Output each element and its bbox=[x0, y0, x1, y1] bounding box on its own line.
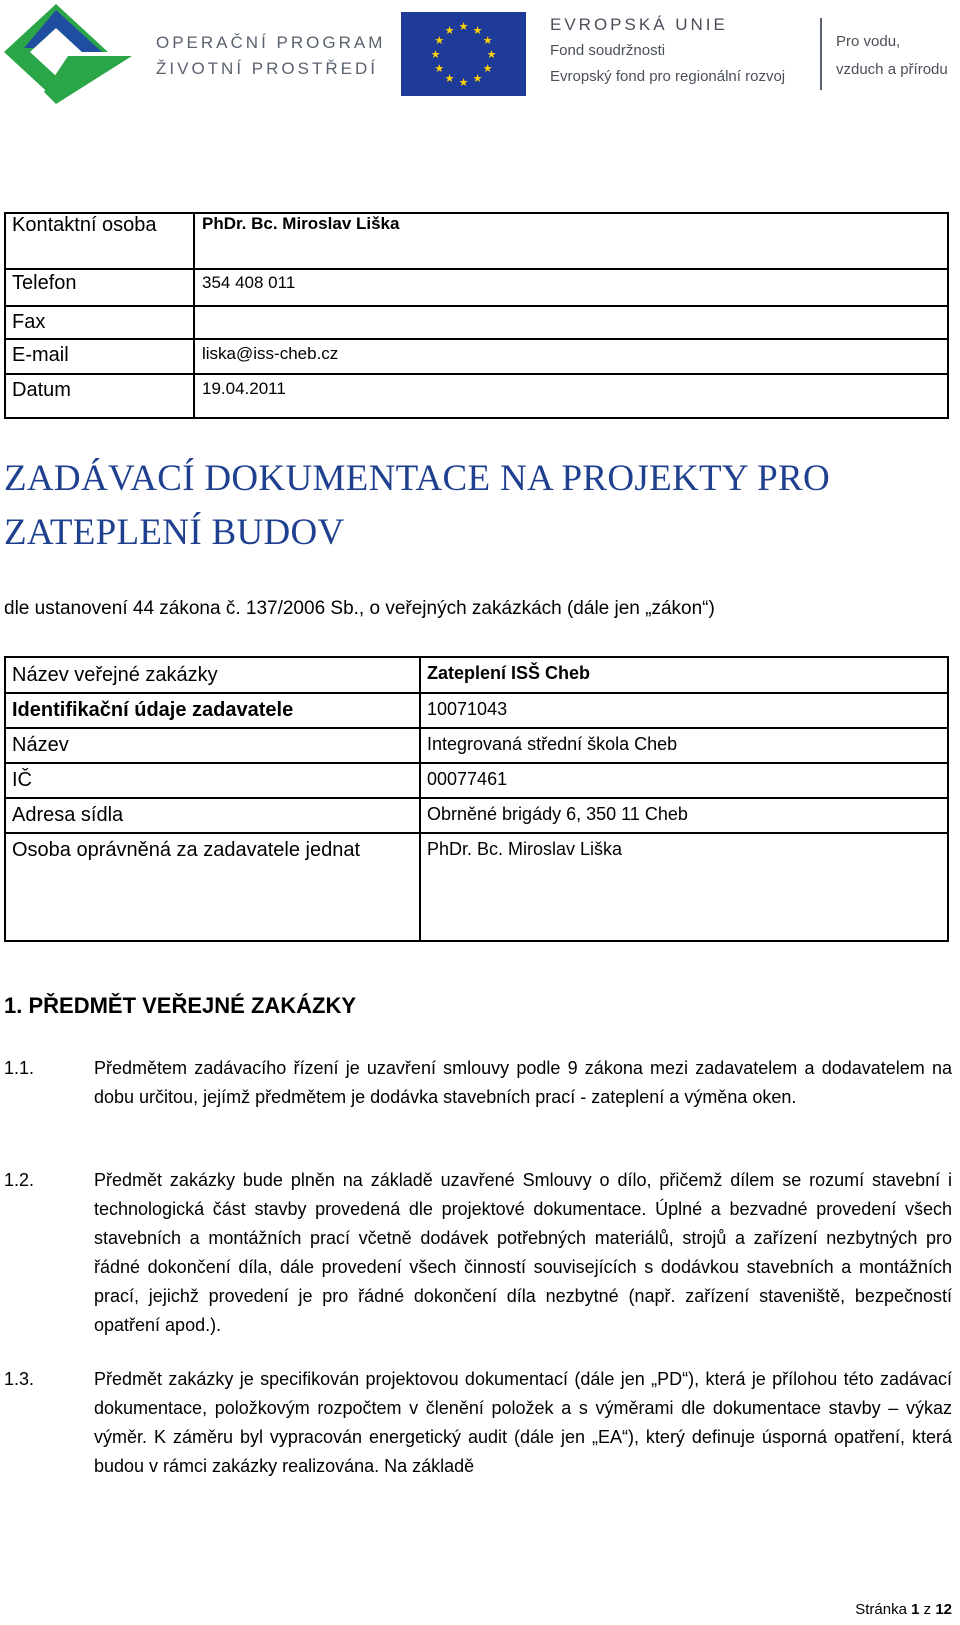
contact-label: E-mail bbox=[12, 344, 69, 366]
info-label: Osoba oprávněná za zadavatele jednat bbox=[12, 839, 361, 861]
info-value: Zateplení ISŠ Cheb bbox=[427, 663, 591, 683]
contact-row bbox=[6, 305, 947, 340]
contact-value: liska@iss-cheb.cz bbox=[202, 344, 339, 363]
info-value: Integrovaná střední škola Cheb bbox=[427, 734, 678, 754]
footer-page: 1 bbox=[911, 1601, 920, 1618]
info-row bbox=[6, 694, 947, 729]
info-label: IČ bbox=[12, 769, 32, 791]
contact-label: Telefon bbox=[12, 272, 77, 294]
contact-value: PhDr. Bc. Miroslav Liška bbox=[202, 214, 400, 233]
footer-total: 12 bbox=[935, 1601, 952, 1618]
opzp-wordmark bbox=[156, 30, 385, 82]
eu-fund-2: Evropský fond pro regionální rozvoj bbox=[550, 68, 786, 85]
contact-label: Kontaktní osoba bbox=[12, 214, 157, 236]
law-reference: dle ustanovení 44 zákona č. 137/2006 Sb., o veřejných zakázkách (dále jen „zákon“) bbox=[4, 598, 715, 619]
contact-row bbox=[6, 214, 947, 270]
eu-star-icon: ★ bbox=[434, 35, 445, 47]
paragraph-text: Předmět zakázky je specifikován projektovou dokumentací (dále jen „PD“), která je přílohou této zadávací dokumentace, položkovým rozpočtem v členění položek a s výměrami dle dokumentace stavby – výkaz výměr. K záměru byl vypracován energetický audit (dále jen „EA“), který definuje úsporná opatření, která budou v rámci zakázky realizována. Na základě bbox=[94, 1369, 952, 1476]
paragraph bbox=[4, 1166, 952, 1342]
paragraph-text: Předmětem zadávacího řízení je uzavření smlouvy podle 9 zákona mezi zadavatelem a dodavatelem na dobu určitou, jejímž předmětem je dodávka stavebních prací - zateplení a výměna oken. bbox=[94, 1058, 952, 1107]
info-row bbox=[6, 799, 947, 834]
eu-star-icon: ★ bbox=[444, 73, 455, 86]
info-row bbox=[6, 658, 947, 694]
footer-prefix: Stránka bbox=[855, 1601, 907, 1618]
eu-star-icon: ★ bbox=[444, 24, 455, 37]
info-value: 00077461 bbox=[427, 769, 508, 789]
eu-star-icon: ★ bbox=[430, 49, 441, 61]
eu-star-icon: ★ bbox=[458, 77, 469, 89]
paragraph-number: 1.3. bbox=[4, 1369, 35, 1389]
info-label: Název bbox=[12, 734, 69, 756]
info-value: Obrněné brigády 6, 350 11 Cheb bbox=[427, 804, 688, 824]
info-label: Název veřejné zakázky bbox=[12, 664, 218, 686]
paragraph-text: Předmět zakázky bude plněn na základě uzavřené Smlouvy o dílo, přičemž dílem se rozumí stavební i technologická část stavby provedená dle projektové dokumentace. Úplné a bezvadné provedení všech stavebních a montážních prací včetně dodávek potřebných materiálů, strojů a zařízení nezbytných pro řádné dokončení díla, dále provedení všech činností souvisejících s dodávkou stavebních a montážních prací, jejichž provedení je pro řádné dokončení díla nezbytné (např. zařízení staveniště, bezpečností opatření apod.). bbox=[94, 1170, 952, 1335]
contact-label: Datum bbox=[12, 379, 71, 401]
eu-star-icon: ★ bbox=[472, 73, 483, 86]
eu-text-block bbox=[550, 14, 785, 89]
paragraph bbox=[4, 1054, 952, 1144]
paragraph-number: 1.1. bbox=[4, 1058, 35, 1078]
info-label: Adresa sídla bbox=[12, 804, 124, 826]
contact-value: 19.04.2011 bbox=[202, 379, 286, 398]
info-row bbox=[6, 834, 947, 940]
opzp-logo bbox=[4, 4, 132, 104]
eu-title: EVROPSKÁ UNIE bbox=[550, 15, 728, 34]
slogan bbox=[836, 28, 948, 84]
opzp-line2: ŽIVOTNÍ PROSTŘEDÍ bbox=[156, 59, 378, 78]
eu-star-icon: ★ bbox=[482, 63, 493, 75]
title-line2: ZATEPLENÍ BUDOV bbox=[4, 512, 345, 553]
contact-label: Fax bbox=[12, 311, 46, 333]
header-divider bbox=[820, 18, 822, 90]
info-value: PhDr. Bc. Miroslav Liška bbox=[427, 839, 623, 859]
slogan-line1: Pro vodu, bbox=[836, 33, 901, 50]
page-footer bbox=[855, 1601, 952, 1618]
opzp-line1: OPERAČNÍ PROGRAM bbox=[156, 33, 386, 52]
document-title bbox=[4, 452, 830, 560]
contact-row bbox=[6, 340, 947, 375]
paragraph bbox=[4, 1365, 952, 1483]
contact-row bbox=[6, 375, 947, 417]
eu-fund-1: Fond soudržnosti bbox=[550, 42, 666, 59]
title-line1: ZADÁVACÍ DOKUMENTACE NA PROJEKTY PRO bbox=[4, 458, 830, 499]
footer-sep: z bbox=[923, 1601, 932, 1618]
info-value: 10071043 bbox=[427, 699, 508, 719]
eu-star-icon: ★ bbox=[434, 63, 445, 75]
info-row bbox=[6, 764, 947, 799]
slogan-line2: vzduch a přírodu bbox=[836, 61, 948, 78]
eu-star-icon: ★ bbox=[482, 35, 493, 47]
tender-info-table bbox=[4, 656, 949, 942]
info-row bbox=[6, 729, 947, 764]
eu-flag-icon bbox=[401, 12, 526, 96]
contact-table bbox=[4, 212, 949, 419]
info-label: Identifikační údaje zadavatele bbox=[12, 699, 294, 721]
eu-star-icon: ★ bbox=[472, 24, 483, 37]
section-heading: 1. PŘEDMĚT VEŘEJNÉ ZAKÁZKY bbox=[4, 993, 357, 1018]
paragraph-number: 1.2. bbox=[4, 1170, 35, 1190]
eu-star-icon: ★ bbox=[486, 49, 497, 61]
contact-value: 354 408 011 bbox=[202, 273, 296, 292]
eu-star-icon: ★ bbox=[458, 21, 469, 33]
